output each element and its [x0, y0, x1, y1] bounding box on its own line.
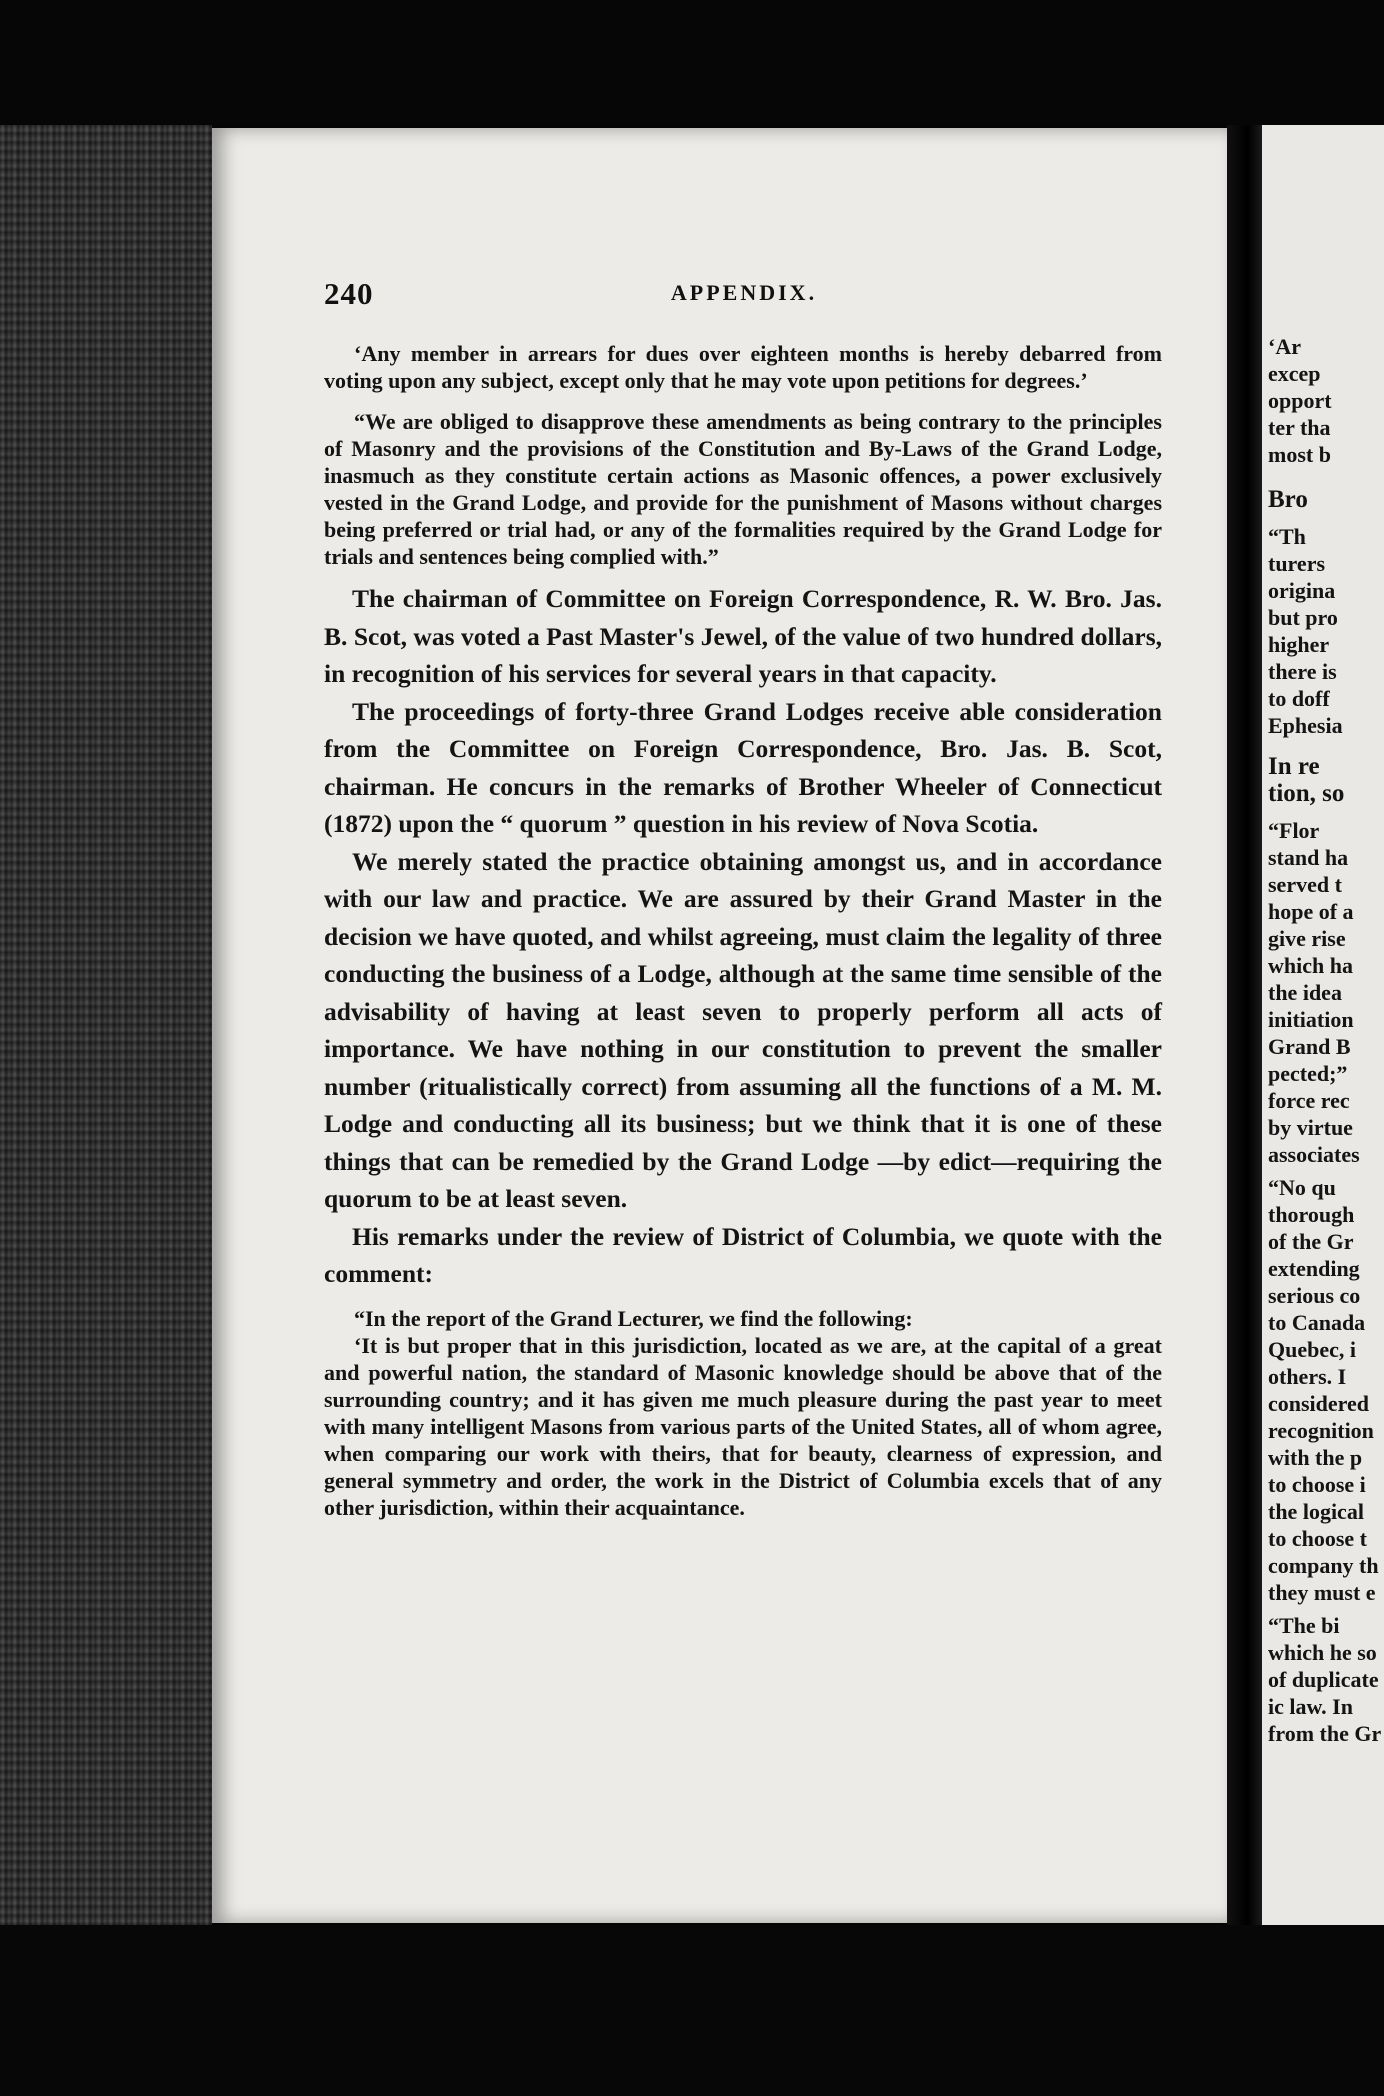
facing-page-line: which he so: [1268, 1640, 1377, 1665]
facing-page-line: associates: [1268, 1142, 1360, 1167]
paragraph-lecturer-quote: ‘It is but proper that in this jurisdiction, located as we are, at the capital of a great and powerful nation, the standard of Masonic knowledge should be above that of the surrounding country; and it has given me much pleasure during the past year to meet with many intelligent Masons from various parts of the United States, all of whom agree, when comparing our work with theirs, that for beauty, clearness of expression, and general symmetry and order, the work in the District of Columbia excels that of any other jurisdiction, within their acquaintance.: [324, 1332, 1162, 1520]
paragraph-quorum-practice: We merely stated the practice obtaining amongst us, and in accordance with our law and practice. We are assured by their Grand Master in the decision we have quoted, and whilst agreeing, must claim the legality of three conducting the business of a Lodge, although at the same time sensible of the advisability of having at least seven to properly perform all acts of importance. We have nothing in our constitution to prevent the smaller number (ritualistically correct) from assuming all the functions of a M. M. Lodge and conducting all its business; but we think that it is one of these things that can be remedied by the Grand Lodge —by edict—requiring the quorum to be at least seven.: [324, 846, 1162, 1213]
facing-page-line: by virtue: [1268, 1115, 1353, 1140]
paragraph-district-columbia: His remarks under the review of District of Columbia, we quote with the comment:: [324, 1221, 1162, 1288]
page-number: 240: [324, 276, 374, 311]
facing-page-line: In re: [1268, 753, 1320, 780]
facing-page-line: others. I: [1268, 1364, 1347, 1389]
facing-page-line: excep: [1268, 361, 1321, 386]
facing-page-line: to doff: [1268, 686, 1330, 711]
book-spine: [0, 125, 212, 1925]
facing-page-line: Quebec, i: [1268, 1337, 1356, 1362]
facing-page-line: “No qu: [1268, 1175, 1336, 1200]
facing-page-line: which ha: [1268, 953, 1353, 978]
facing-page-line: ter tha: [1268, 415, 1331, 440]
facing-page-line: initiation: [1268, 1007, 1354, 1032]
facing-page-line: there is: [1268, 659, 1337, 684]
paragraph-disapproval: “We are obliged to disapprove these amendments as being contrary to the principles of Masonry and the provisions of the Constitution and By-Laws of the Grand Lodge, inasmuch as they constitute certain actions as Masonic offences, a power exclusively vested in the Grand Lodge, and provide for the punishment of Masons without charges being preferred or trial had, or any of the formalities required by the Grand Lodge for trials and sentences being complied with.”: [324, 409, 1162, 569]
facing-page-line: most b: [1268, 442, 1331, 467]
facing-page-edge: [1262, 125, 1384, 1925]
facing-page-line: to choose i: [1268, 1472, 1366, 1497]
paragraph-proceedings: The proceedings of forty-three Grand Lodges receive able consideration from the Committee on Foreign Correspondence, Bro. Jas. B. Scot, chairman. He concurs in the remarks of Brother Wheeler of Connecticut (1872) upon the “ quorum ” question in his review of Nova Scotia.: [324, 696, 1162, 838]
facing-page-line: Bro: [1268, 486, 1308, 513]
paragraph-quoted-bylaw: ‘Any member in arrears for dues over eighteen months is hereby debarred from voting upon any subject, except only that he may vote upon petitions for degrees.’: [324, 341, 1162, 393]
facing-page-line: they must e: [1268, 1580, 1376, 1605]
facing-page-line: with the p: [1268, 1445, 1363, 1470]
facing-page-fragments: [1268, 333, 1384, 1747]
book-page: [212, 128, 1227, 1923]
facing-page-line: ‘Ar: [1268, 334, 1301, 359]
scan-top-border: [0, 0, 1384, 125]
facing-page-line: higher: [1268, 632, 1330, 657]
facing-page-line: thorough: [1268, 1202, 1355, 1227]
facing-page-line: “The bi: [1268, 1613, 1340, 1638]
facing-page-line: served t: [1268, 872, 1342, 897]
facing-page-line: company th: [1268, 1553, 1379, 1578]
facing-page-line: serious co: [1268, 1283, 1361, 1308]
paragraph-past-master-jewel: The chairman of Committee on Foreign Correspondence, R. W. Bro. Jas. B. Scot, was voted a Past Master's Jewel, of the value of two hundred dollars, in recognition of his services for several years in that capacity.: [324, 584, 1162, 688]
facing-page-line: the idea: [1268, 980, 1342, 1005]
facing-page-line: hope of a: [1268, 899, 1354, 924]
facing-page-line: “Th: [1268, 524, 1306, 549]
facing-page-line: the logical: [1268, 1499, 1364, 1524]
facing-page-line: Ephesia: [1268, 713, 1343, 738]
facing-page-line: of duplicate: [1268, 1667, 1379, 1692]
running-head: APPENDIX.: [670, 280, 818, 305]
paragraph-grand-lecturer: “In the report of the Grand Lecturer, we find the following:: [354, 1305, 913, 1331]
facing-page-line: force rec: [1268, 1088, 1350, 1113]
facing-page-line: to Canada: [1268, 1310, 1366, 1335]
facing-page-line: give rise: [1268, 926, 1346, 951]
page-header: [324, 276, 1164, 316]
facing-page-line: recognition: [1268, 1418, 1374, 1443]
facing-page-line: origina: [1268, 578, 1336, 603]
page-gutter: [1227, 125, 1262, 1925]
facing-page-line: from the Gr: [1268, 1721, 1382, 1746]
page-body: [324, 340, 1162, 1521]
scan-bottom-border: [0, 1925, 1384, 2096]
facing-page-line: but pro: [1268, 605, 1338, 630]
facing-page-line: to choose t: [1268, 1526, 1367, 1551]
facing-page-line: Grand B: [1268, 1034, 1351, 1059]
facing-page-line: considered: [1268, 1391, 1370, 1416]
facing-page-line: ic law. In: [1268, 1694, 1353, 1719]
facing-page-line: “Flor: [1268, 818, 1320, 843]
facing-page-line: tion, so: [1268, 780, 1345, 807]
facing-page-line: extending: [1268, 1256, 1360, 1281]
facing-page-line: of the Gr: [1268, 1229, 1354, 1254]
facing-page-line: turers: [1268, 551, 1326, 576]
facing-page-line: pected;”: [1268, 1061, 1348, 1086]
facing-page-line: opport: [1268, 388, 1332, 413]
facing-page-line: stand ha: [1268, 845, 1349, 870]
